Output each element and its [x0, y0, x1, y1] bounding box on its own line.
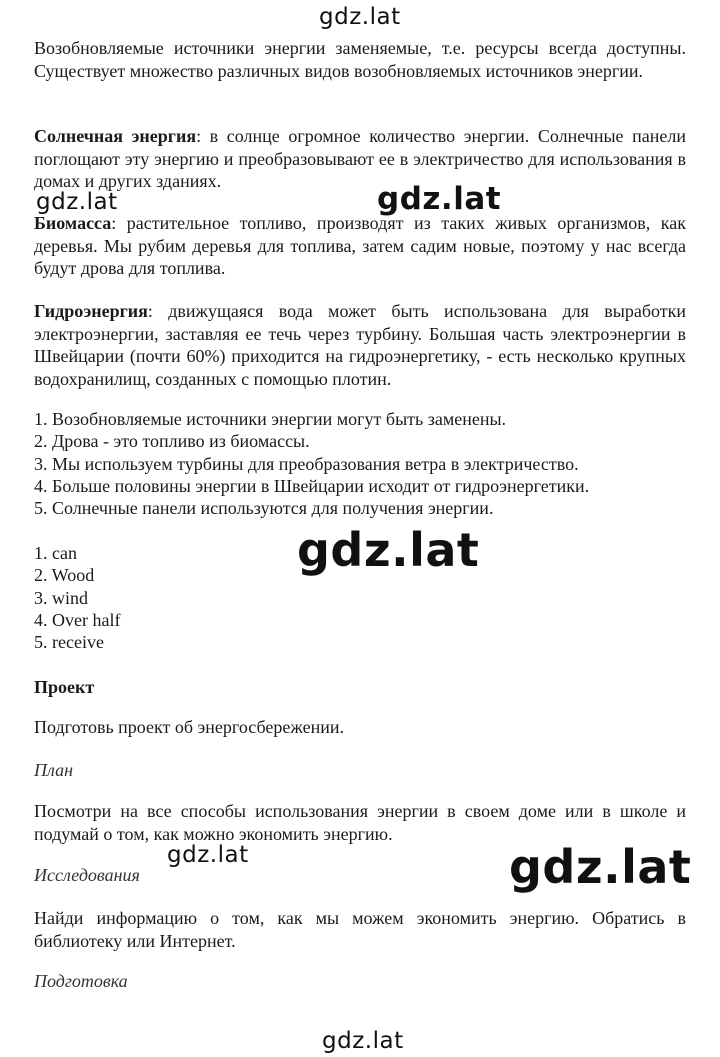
hydro-paragraph	[34, 300, 686, 390]
watermark: gdz.lat	[297, 523, 480, 577]
research-text: Найди информацию о том, как мы можем экономить энергию. Обратись в библиотеку или Интернет.	[34, 908, 686, 951]
watermark: gdz.lat	[322, 1028, 404, 1054]
preparation-label: Подготовка	[34, 971, 128, 991]
statement-item: 1. Возобновляемые источники энергии могут быть заменены.	[34, 409, 507, 429]
biomass-term: Биомасса	[34, 213, 112, 233]
solar-paragraph	[34, 125, 686, 193]
solar-term: Солнечная энергия	[34, 126, 197, 146]
biomass-paragraph	[34, 212, 686, 280]
statement-item: 3. Мы используем турбины для преобразования ветра в электричество.	[34, 454, 579, 474]
plan-label: План	[34, 760, 73, 780]
biomass-text: : растительное топливо, производят из таких живых организмов, как деревья. Мы рубим деревья для топлива, затем садим новые, поэтому у нас всегда будут дрова для топлива.	[34, 213, 686, 278]
answer-item: 4. Over half	[34, 610, 121, 630]
research-label: Исследования	[34, 865, 140, 885]
plan-text: Посмотри на все способы использования энергии в своем доме или в школе и подумай о том, как можно экономить энергию.	[34, 801, 686, 844]
project-heading: Проект	[34, 677, 95, 697]
watermark: gdz.lat	[167, 842, 249, 868]
watermark: gdz.lat	[377, 181, 502, 217]
statement-item: 5. Солнечные панели используются для получения энергии.	[34, 498, 494, 518]
answer-item: 1. can	[34, 543, 77, 563]
solar-text: : в солнце огромное количество энергии. Солнечные панели поглощают эту энергию и преобразовывают ее в электричество для использования в домах и других зданиях.	[34, 126, 687, 191]
statement-item: 2. Дрова - это топливо из биомассы.	[34, 431, 310, 451]
answer-item: 3. wind	[34, 588, 88, 608]
intro-paragraph: Возобновляемые источники энергии заменяемые, т.е. ресурсы всегда доступны. Существует множество различных видов возобновляемых источников энергии.	[34, 38, 686, 81]
hydro-text: : движущаяся вода может быть использована для выработки электроэнергии, заставляя ее течь через турбину. Большая часть электроэнергии в Швейцарии (почти 60%) приходится на гидроэнергетику, - есть несколько крупных водохранилищ, созданных с помощью плотин.	[34, 301, 686, 389]
statement-item: 4. Больше половины энергии в Швейцарии исходит от гидроэнергетики.	[34, 476, 590, 496]
project-task: Подготовь проект об энергосбережении.	[34, 717, 344, 737]
hydro-term: Гидроэнергия	[34, 301, 148, 321]
watermark: gdz.lat	[319, 4, 401, 30]
watermark: gdz.lat	[36, 189, 118, 215]
answer-item: 5. receive	[34, 632, 104, 652]
watermark: gdz.lat	[509, 840, 692, 894]
answer-item: 2. Wood	[34, 565, 95, 585]
